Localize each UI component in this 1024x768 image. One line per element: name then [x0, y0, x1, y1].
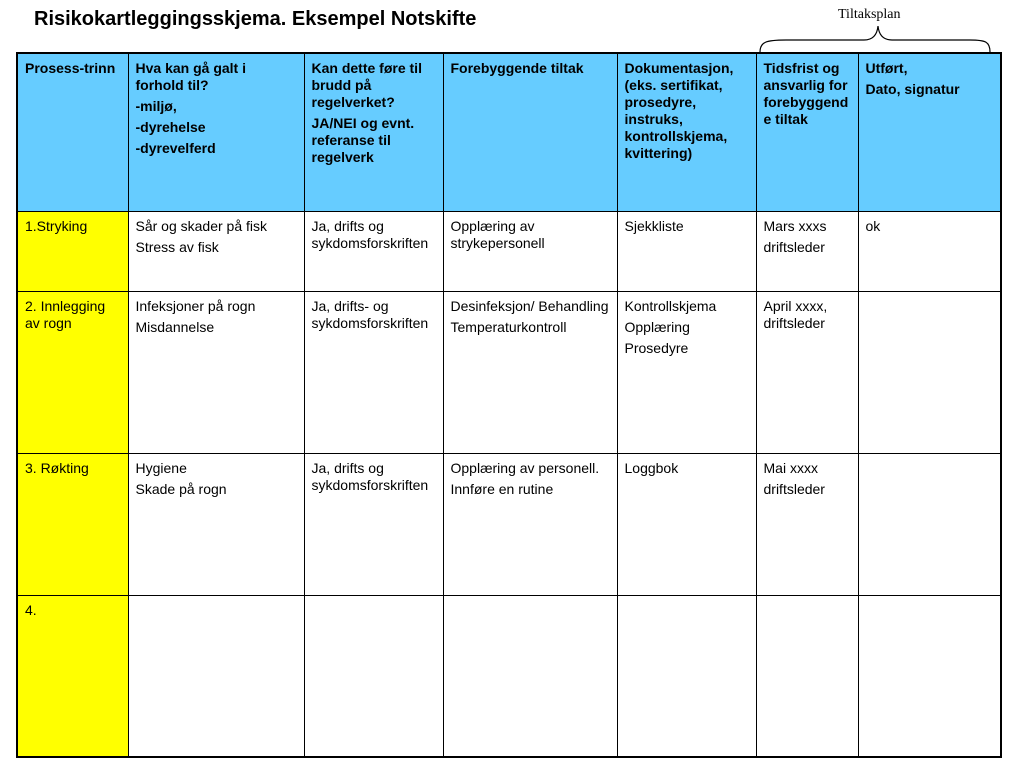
cell-text: Loggbok — [624, 459, 679, 476]
measures-cell — [443, 453, 617, 595]
cell-text: Ja, drifts og sykdomsforskriften — [311, 459, 429, 493]
cell-text: Mars xxxs — [763, 217, 827, 234]
header-process-step-line: Prosess-trinn — [25, 60, 116, 76]
header-what-can-go-wrong-line: -miljø, — [135, 98, 177, 114]
header-process-step — [17, 53, 128, 211]
regulation-cell — [304, 453, 443, 595]
risk-cell — [128, 595, 304, 757]
measures-cell — [443, 211, 617, 291]
risk-cell — [128, 291, 304, 453]
process-step-cell — [17, 453, 128, 595]
header-preventive-measures — [443, 53, 617, 211]
process-step-cell — [17, 291, 128, 453]
documentation-cell — [617, 211, 756, 291]
cell-text: Skade på rogn — [135, 480, 227, 497]
header-completed — [858, 53, 1001, 211]
cell-text: ok — [865, 217, 881, 234]
cell-text: Kontrollskjema — [624, 297, 717, 314]
deadline-cell — [756, 595, 858, 757]
completed-cell — [858, 453, 1001, 595]
header-what-can-go-wrong-line: Hva kan gå galt i forhold til? — [135, 60, 246, 93]
cell-text: Misdannelse — [135, 318, 215, 335]
header-completed-line: Utført, — [865, 60, 908, 76]
cell-text: Innføre en rutine — [450, 480, 554, 497]
cell-text: Infeksjoner på rogn — [135, 297, 256, 314]
cell-text: driftsleder — [763, 480, 825, 497]
cell-text: Ja, drifts- og sykdomsforskriften — [311, 297, 429, 331]
deadline-cell — [756, 291, 858, 453]
cell-text: 1.Stryking — [25, 217, 88, 234]
documentation-cell — [617, 291, 756, 453]
page-title: Risikokartleggingsskjema. Eksempel Notskifte — [34, 8, 477, 30]
table-row — [17, 595, 1001, 757]
process-step-cell — [17, 595, 128, 757]
header-regulation-breach-line: Kan dette føre til brudd på regelverket? — [311, 60, 422, 110]
completed-cell — [858, 211, 1001, 291]
header-deadline-responsible — [756, 53, 858, 211]
table-row — [17, 453, 1001, 595]
header-documentation — [617, 53, 756, 211]
header-documentation-line: Dokumentasjon, (eks. sertifikat, prosedyre, instruks, kontrollskjema, kvittering) — [624, 60, 734, 161]
cell-text: Hygiene — [135, 459, 187, 476]
cell-text: Opplæring av personell. — [450, 459, 600, 476]
header-row — [17, 53, 1001, 211]
regulation-cell — [304, 211, 443, 291]
deadline-cell — [756, 453, 858, 595]
cell-text: Temperaturkontroll — [450, 318, 567, 335]
cell-text: 3. Røkting — [25, 459, 89, 476]
risk-cell — [128, 211, 304, 291]
cell-text: Desinfeksjon/ Behandling — [450, 297, 609, 314]
curly-brace-icon — [756, 22, 994, 54]
measures-cell — [443, 595, 617, 757]
cell-text: Stress av fisk — [135, 238, 219, 255]
documentation-cell — [617, 453, 756, 595]
regulation-cell — [304, 291, 443, 453]
measures-cell — [443, 291, 617, 453]
cell-text: Opplæring — [624, 318, 690, 335]
header-regulation-breach — [304, 53, 443, 211]
table-row — [17, 291, 1001, 453]
cell-text: Sjekkliste — [624, 217, 684, 234]
cell-text: Prosedyre — [624, 339, 689, 356]
cell-text: 4. — [25, 601, 37, 618]
cell-text: Opplæring av strykepersonell — [450, 217, 545, 251]
cell-text: 2. Innlegging av rogn — [25, 297, 106, 331]
cell-text: Sår og skader på fisk — [135, 217, 268, 234]
header-what-can-go-wrong-line: -dyrehelse — [135, 119, 206, 135]
risk-table — [16, 52, 1002, 758]
header-what-can-go-wrong-line: -dyrevelferd — [135, 140, 216, 156]
header-regulation-breach-line: JA/NEI og evnt. referanse til regelverk — [311, 115, 415, 165]
cell-text: driftsleder — [763, 238, 825, 255]
completed-cell — [858, 291, 1001, 453]
cell-text: April xxxx, driftsleder — [763, 297, 828, 331]
documentation-cell — [617, 595, 756, 757]
header-preventive-measures-line: Forebyggende tiltak — [450, 60, 584, 76]
table-row — [17, 211, 1001, 291]
cell-text: Ja, drifts og sykdomsforskriften — [311, 217, 429, 251]
action-plan-label: Tiltaksplan — [838, 7, 901, 22]
regulation-cell — [304, 595, 443, 757]
header-deadline-responsible-line: Tidsfrist og ansvarlig for forebyggende tiltak — [763, 60, 849, 127]
cell-text: Mai xxxx — [763, 459, 818, 476]
header-what-can-go-wrong — [128, 53, 304, 211]
header-completed-line: Dato, signatur — [865, 81, 960, 97]
process-step-cell — [17, 211, 128, 291]
deadline-cell — [756, 211, 858, 291]
risk-cell — [128, 453, 304, 595]
completed-cell — [858, 595, 1001, 757]
